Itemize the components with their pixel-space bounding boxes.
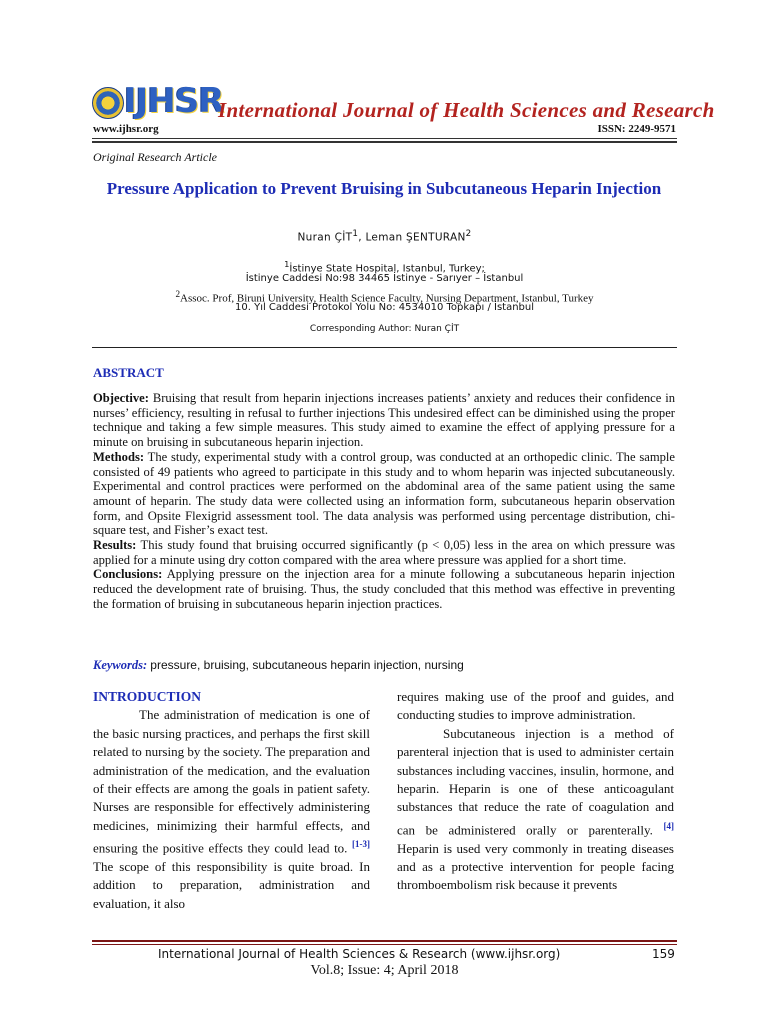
abstract-text: The study, experimental study with a control group, was conducted at an orthopedic clinic. The sample consisted of 49 patients who agreed to participate in this study and to whom heparin was injected subcutaneously. Experimental and control practices were performed on the abdominal area of the same patient using the same amount of heparin. The study data were collected using an information form, subcutaneous heparin observation form, and Opsite Flexigrid assessment tool. The data analysis was performed using percentage distribution, chi-square test, and Fisher’s exact test. bbox=[93, 449, 676, 538]
journal-url[interactable]: www.ijhsr.org bbox=[93, 123, 159, 135]
affiliation-address: İstinye Caddesi No:98 34465 İstinye - Sarıyer – İstanbul bbox=[245, 273, 524, 284]
paragraph-text: Subcutaneous injection is a method of parenteral injection that is used to administer certain substances including vaccines, insulin, hormone, and heparin. Heparin is one of these anticoagulant substances that reduce the rate of coagulation and can be administered orally or parenterally. bbox=[397, 725, 674, 838]
paragraph-text: The administration of medication is one of the basic nursing practices, and perhaps the first skill related to nursing by the society. The preparation and administration of the medication, and the evaluation of their effects are among the goals in patient safety. Nurses are responsible for effectively administering medicines, minimizing their harmful effects, and ensuring the positive effects they could lead to. bbox=[93, 707, 370, 856]
journal-logo-text: IJHSR bbox=[124, 81, 224, 121]
footer-divider bbox=[92, 940, 677, 942]
journal-title: International Journal of Health Sciences and Research bbox=[218, 98, 715, 122]
affiliation-text: İstinye State Hospital, Istanbul, Turkey; bbox=[289, 263, 485, 275]
footer-journal: International Journal of Health Sciences & Research (www.ijhsr.org) bbox=[158, 947, 561, 961]
section-heading-introduction: INTRODUCTION bbox=[93, 689, 202, 704]
abstract-results bbox=[93, 538, 675, 567]
abstract-label: Objective: bbox=[93, 391, 149, 405]
author-list: Nuran ÇİT$^1$, Leman ŞENTURAN$^2$ bbox=[297, 229, 472, 244]
paragraph-text: The scope of this responsibility is quite broad. In addition to preparation, administration and evaluation, it also bbox=[93, 858, 370, 911]
author-name: Nuran ÇİT bbox=[297, 231, 353, 244]
body-paragraph bbox=[397, 725, 674, 895]
body-column-left bbox=[93, 688, 370, 913]
affiliation-text: Assoc. Prof, Biruni University, Health Science Faculty, Nursing Department, Istanbul, Turkey bbox=[180, 292, 594, 305]
abstract-objective bbox=[93, 391, 675, 450]
citation-link[interactable]: [1-3] bbox=[352, 839, 370, 850]
body-column-right bbox=[397, 688, 674, 895]
header-divider bbox=[92, 138, 677, 139]
journal-seal-logo bbox=[92, 87, 124, 119]
page-number: 159 bbox=[652, 947, 675, 961]
corresponding-name: Nuran ÇİT bbox=[414, 324, 460, 334]
paragraph-text: Heparin is used very commonly in treating diseases and as a protective intervention for people facing thromboembolism risk because it prevents bbox=[397, 840, 674, 893]
header-divider-thick bbox=[92, 141, 677, 143]
abstract-text: Applying pressure on the injection area for a minute following a subcutaneous heparin injection reduced the development rate of bruising. Thus, the study concluded that this method was effective in preventing the formation of bruising in subcutaneous heparin injection practices. bbox=[93, 567, 675, 611]
article-title: Pressure Application to Prevent Bruising in Subcutaneous Heparin Injection bbox=[106, 179, 662, 198]
abstract-label: Results: bbox=[93, 538, 137, 553]
article-type: Original Research Article bbox=[93, 150, 217, 164]
keywords-text: pressure, bruising, subcutaneous heparin injection, nursing bbox=[150, 658, 464, 672]
corresponding-label: Corresponding Author: bbox=[309, 324, 412, 334]
body-paragraph: requires making use of the proof and guides, and conducting studies to improve administration. bbox=[397, 689, 674, 723]
keywords bbox=[93, 658, 464, 673]
author-affiliation-mark: 2 bbox=[465, 229, 472, 239]
issn: ISSN: 2249-9571 bbox=[597, 123, 676, 135]
abstract-divider bbox=[92, 347, 677, 348]
affiliation-address: 10. Yıl Caddesi Protokol Yolu No: 4534010 Topkapı / İstanbul bbox=[235, 302, 534, 313]
author-affiliation-mark: 1 bbox=[352, 229, 359, 239]
footer-volume: Vol.8; Issue: 4; April 2018 bbox=[310, 963, 459, 978]
abstract-label: Conclusions: bbox=[93, 567, 163, 582]
abstract-text: This study found that bruising occurred significantly (p < 0,05) less in the area on which pressure was applied for a minute using dry cotton compared with the area where pressure was applied for a short time. bbox=[93, 538, 675, 567]
keywords-label: Keywords: bbox=[93, 658, 148, 672]
abstract-text: Bruising that result from heparin injections increases patients’ anxiety and reduces their confidence in nurses’ efficiency, resulting in refusal to further injections This undesired effect can be diminished using the proper technique and taking a few simple measures. This study aimed to examine the effect of applying pressure for a minute on bruising in subcutaneous heparin injection. bbox=[93, 391, 675, 450]
abstract-heading: ABSTRACT bbox=[93, 365, 164, 380]
abstract-label: Methods: bbox=[93, 449, 145, 464]
abstract-body bbox=[93, 391, 675, 612]
body-paragraph bbox=[93, 706, 370, 913]
affiliation-mark: 2 bbox=[175, 289, 181, 299]
abstract-methods bbox=[93, 450, 675, 538]
corresponding-author bbox=[92, 324, 677, 334]
footer-divider-thin bbox=[92, 944, 677, 945]
author-name: Leman ŞENTURAN bbox=[365, 231, 466, 244]
abstract-conclusions bbox=[93, 567, 675, 611]
affiliation-mark: 1 bbox=[284, 259, 290, 269]
citation-link[interactable]: [4] bbox=[663, 820, 675, 831]
